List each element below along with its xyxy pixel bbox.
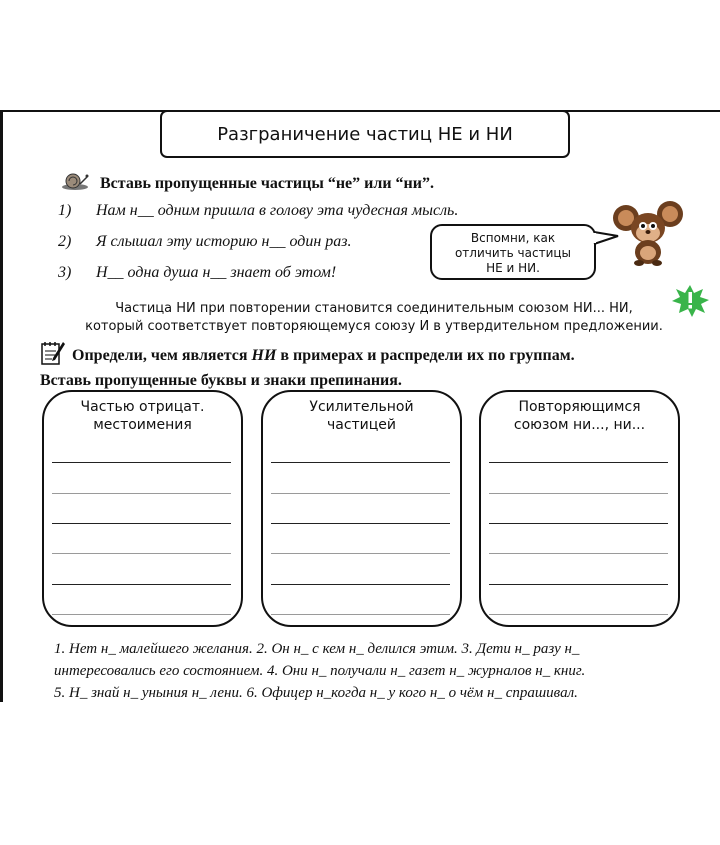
- task-2-text: в примерах и распредели их по группам.: [276, 347, 575, 364]
- snail-icon: [60, 170, 90, 197]
- task-1-heading: [60, 170, 434, 197]
- example-1: [58, 202, 458, 220]
- notepad-pencil-icon: [40, 340, 66, 371]
- group-column-conjunction: [479, 390, 680, 627]
- task-2-heading: [40, 340, 575, 390]
- answer-line[interactable]: [489, 462, 668, 463]
- sentence-line: интересовались его состоянием. 4. Они н_ получали н_ газет н_ журналов н_ книг.: [54, 663, 586, 679]
- page-title: [160, 110, 570, 158]
- column-heading: [481, 398, 678, 434]
- column-heading-line: частицей: [326, 417, 397, 433]
- rule-text: [44, 300, 704, 336]
- answer-line[interactable]: [52, 493, 231, 494]
- page-title-text: Разграничение частиц НЕ и НИ: [217, 123, 513, 145]
- answer-line[interactable]: [489, 584, 668, 585]
- sentence-line: 1. Нет н_ малейшего желания. 2. Он н_ с кем н_ делился этим. 3. Дети н_ разу н_: [54, 641, 580, 657]
- answer-line[interactable]: [271, 553, 450, 554]
- task-1-text: Вставь пропущенные частицы “не” или “ни”.: [100, 174, 434, 192]
- sentence-line: 5. Н_ знай н_ уныния н_ лени. 6. Офицер н_когда н_ у кого н_ о чём н_ спрашивал.: [54, 685, 578, 701]
- bubble-line: НЕ и НИ.: [486, 261, 540, 275]
- column-heading: [263, 398, 460, 434]
- rule-line: Частица НИ при повторении становится соединительным союзом НИ... НИ,: [115, 301, 633, 316]
- example-text: Я слышал эту историю н__ один раз.: [96, 233, 352, 250]
- example-2: [58, 233, 352, 251]
- answer-line[interactable]: [52, 553, 231, 554]
- example-number: 2): [58, 233, 72, 250]
- task-2-line-2: Вставь пропущенные буквы и знаки препинания.: [40, 372, 402, 389]
- answer-line[interactable]: [271, 493, 450, 494]
- column-heading: [44, 398, 241, 434]
- example-number: 3): [58, 264, 72, 281]
- task-2-text: Определи, чем является: [72, 347, 252, 364]
- column-heading-line: Повторяющимся: [518, 399, 641, 415]
- column-heading-line: Усилительной: [309, 399, 414, 415]
- speech-bubble: [430, 224, 596, 280]
- column-heading-line: союзом ни..., ни...: [513, 417, 646, 433]
- exclamation-burst-icon: [670, 284, 710, 323]
- answer-line[interactable]: [271, 584, 450, 585]
- group-column-particle: [261, 390, 462, 627]
- answer-line[interactable]: [52, 462, 231, 463]
- group-column-pronoun: [42, 390, 243, 627]
- answer-line[interactable]: [52, 584, 231, 585]
- cheburashka-illustration: [612, 196, 684, 271]
- example-number: 1): [58, 202, 72, 219]
- bubble-line: отличить частицы: [454, 246, 572, 260]
- answer-line[interactable]: [271, 614, 450, 615]
- rule-line: который соответствует повторяющемуся союзу И в утвердительном предложении.: [85, 319, 663, 334]
- answer-line[interactable]: [271, 523, 450, 524]
- answer-line[interactable]: [489, 553, 668, 554]
- example-text: Нам н__ одним пришла в голову эта чудесная мысль.: [96, 202, 459, 219]
- example-3: [58, 264, 336, 282]
- answer-line[interactable]: [52, 523, 231, 524]
- answer-line[interactable]: [489, 523, 668, 524]
- answer-line[interactable]: [489, 614, 668, 615]
- exercise-sentences: [54, 638, 694, 704]
- column-heading-line: Частью отрицат.: [80, 399, 205, 415]
- column-heading-line: местоимения: [93, 417, 192, 433]
- example-text: Н__ одна душа н__ знает об этом!: [96, 264, 337, 281]
- bubble-line: Вспомни, как: [470, 231, 556, 245]
- answer-line[interactable]: [271, 462, 450, 463]
- task-2-emphasis: НИ: [251, 347, 277, 364]
- answer-line[interactable]: [52, 614, 231, 615]
- answer-line[interactable]: [489, 493, 668, 494]
